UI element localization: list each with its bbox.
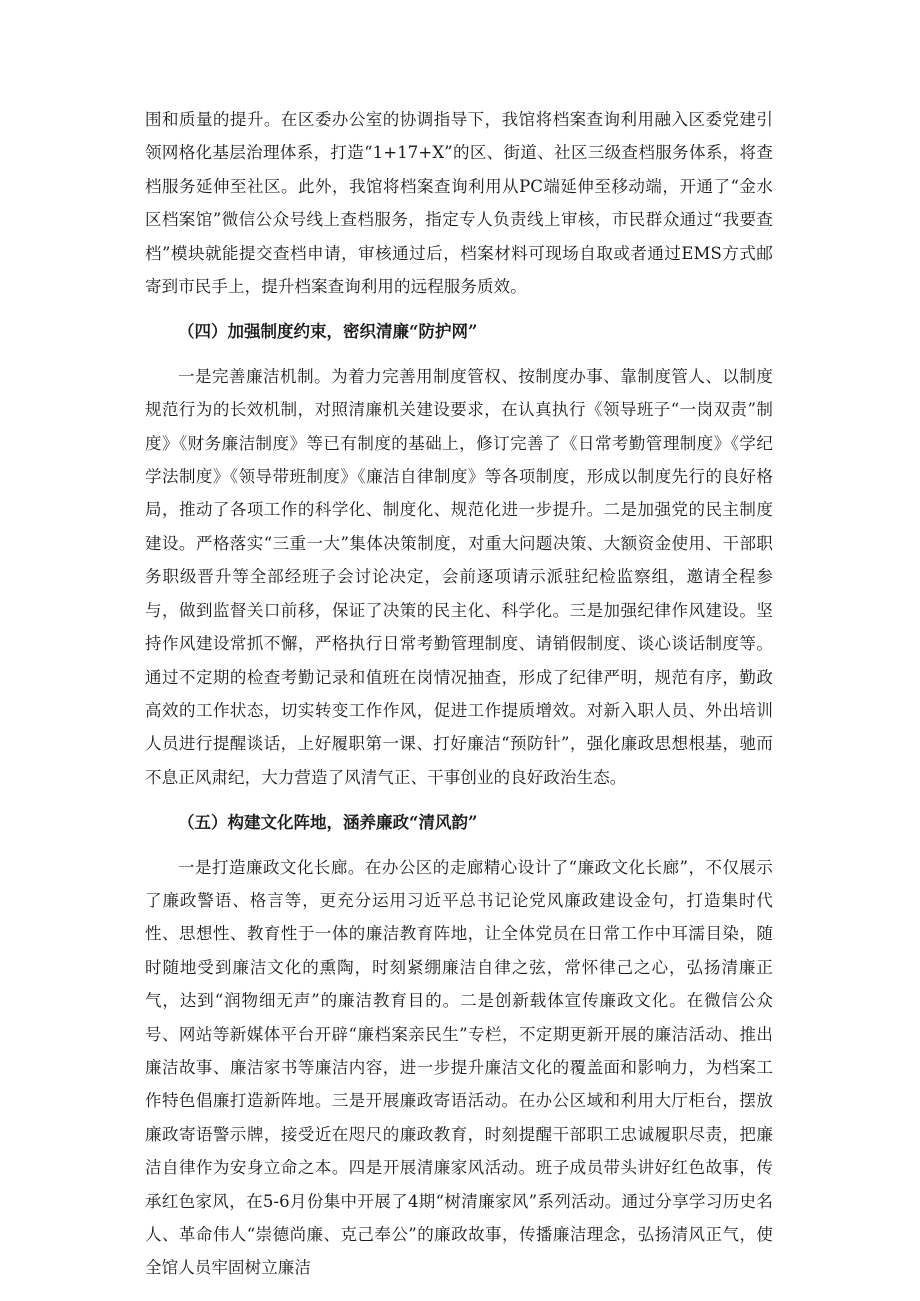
section-5-paragraph: 一是打造廉政文化长廊。在办公区的走廊精心设计了“廉政文化长廊”，不仅展示了廉政警语、格言等，更充分运用习近平总书记论党风廉政建设金句，打造集时代性、思想性、教育性于一体的廉洁教育阵地，让全体党员在日常工作中耳濡目染，随时随地受到廉洁文化的熏陶，时刻紧绷廉洁自律之弦，常怀律己之心，弘扬清廉正气，达到“润物细无声”的廉洁教育目的。二是创新载体宣传廉政文化。在微信公众号、网站等新媒体平台开辟“廉档案亲民生”专栏，不定期更新开展的廉洁活动、推出廉洁故事、廉洁家书等廉洁内容，进一步提升廉洁文化的覆盖面和影响力，为档案工作特色倡廉打造新阵地。三是开展廉政寄语活动。在办公区域和利用大厅柜台，摆放廉政寄语警示牌，接受近在咫尺的廉政教育，时刻提醒干部职工忠诚履职尽责，把廉洁自律作为安身立命之本。四是开展清廉家风活动。班子成员带头讲好红色故事，传承红色家风，在5-6月份集中开展了4期“树清廉家风”系列活动。通过分享学习历史名人、革命伟人“崇德尚廉、克己奉公”的廉政故事，传播廉洁理念，弘扬清风正气，使全馆人员牢固树立廉洁 [145,857,773,1278]
document-body [145,103,773,1285]
section-4-paragraph: 一是完善廉洁机制。为着力完善用制度管权、按制度办事、靠制度管人、以制度规范行为的长效机制，对照清廉机关建设要求，在认真执行《领导班子“一岗双责”制度》《财务廉洁制度》等已有制度的基础上，修订完善了《日常考勤管理制度》《学纪学法制度》《领导带班制度》《廉洁自律制度》等各项制度，形成以制度先行的良好格局，推动了各项工作的科学化、制度化、规范化进一步提升。二是加强党的民主制度建设。严格落实“三重一大”集体决策制度，对重大问题决策、大额资金使用、干部职务职级晋升等全部经班子会讨论决定，会前逐项请示派驻纪检监察组，邀请全程参与，做到监督关口前移，保证了决策的民主化、科学化。三是加强纪律作风建设。坚持作风建设常抓不懈，严格执行日常考勤管理制度、请销假制度、谈心谈话制度等。通过不定期的检查考勤记录和值班在岗情况抽查，形成了纪律严明，规范有序，勤政高效的工作状态，切实转变工作作风，促进工作提质增效。对新入职人员、外出培训人员进行提醒谈话，上好履职第一课、打好廉洁“预防针”，强化廉政思想根基，驰而不息正风肃纪，大力营造了风清气正、干事创业的良好政治生态。 [145,366,773,787]
intro-paragraph: 围和质量的提升。在区委办公室的协调指导下，我馆将档案查询利用融入区委党建引领网格化基层治理体系，打造“1+17+X”的区、街道、社区三级查档服务体系，将查档服务延伸至社区。此外，我馆将档案查询利用从PC端延伸至移动端，开通了“金水区档案馆”微信公众号线上查档服务，指定专人负责线上审核，市民群众通过“我要查档”模块就能提交查档申请，审核通过后，档案材料可现场自取或者通过EMS方式邮寄到市民手上，提升档案查询利用的远程服务质效。 [145,110,773,297]
section-5-heading: （五）构建文化阵地，涵养廉政“清风韵” [178,813,478,833]
section-4-heading: （四）加强制度约束，密织清廉“防护网” [178,322,478,342]
